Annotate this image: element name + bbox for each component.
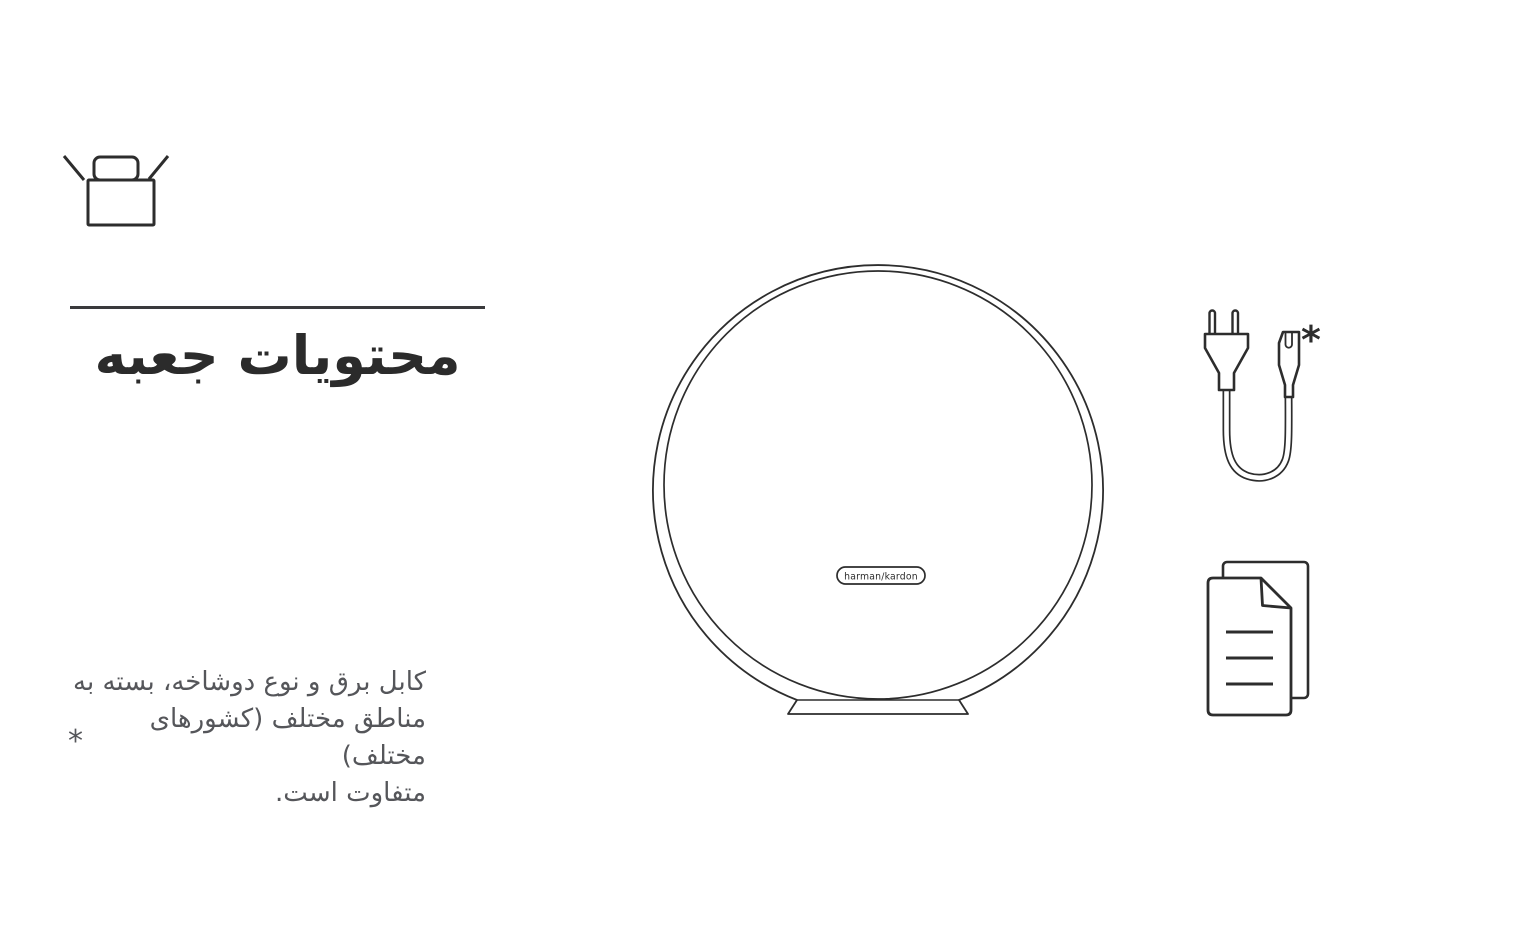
plug-prong-right [1233,311,1239,336]
footnote-line: مناطق مختلف (کشورهای مختلف) [149,704,426,771]
box-lid [94,157,138,180]
footnote-line: کابل برق و نوع دوشاخه، بسته به [73,667,426,697]
plug-body [1205,334,1248,390]
speaker-inner-ring [664,271,1092,699]
footnote-line: متفاوت است. [275,778,426,808]
footnote [70,664,426,812]
front-page [1208,578,1291,715]
open-box-icon [58,148,178,233]
speaker-outline [653,265,1103,714]
footnote-marker: * [68,724,83,759]
cable-wire-outline [1227,385,1289,478]
box-left-flap [64,156,84,180]
plug-prong-left [1210,311,1216,336]
section-divider [70,306,485,309]
page-title: محتویات جعبه [94,324,461,387]
box-right-flap [149,156,168,179]
brand-badge-label: harman/kardon [844,571,918,583]
connector-body [1279,332,1299,397]
box-body [88,180,154,225]
documents-illustration [1200,555,1320,725]
speaker-illustration [640,250,1120,730]
cable-variant-marker: * [1301,318,1321,362]
